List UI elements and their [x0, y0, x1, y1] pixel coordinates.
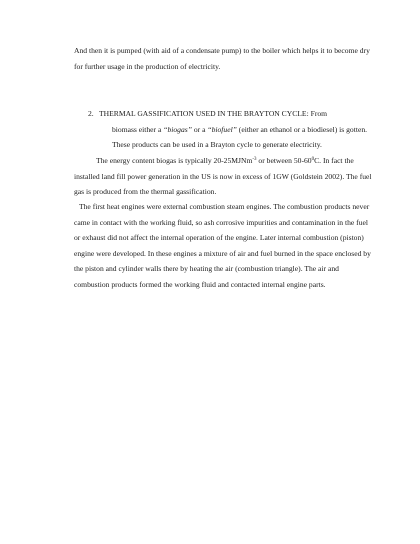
- section-heading: THERMAL GASSIFICATION USED IN THE BRAYTON CYCLE:: [99, 109, 309, 118]
- list-number: 2.: [88, 109, 94, 118]
- term-biogas: “biogas”: [163, 124, 192, 134]
- energy-sup-degree: 0: [311, 157, 315, 162]
- energy-text-part2: or between 50-60: [256, 156, 312, 165]
- term-biofuel: “biofuel”: [207, 124, 237, 134]
- energy-text-part1: The energy content biogas is typically 20-25MJNm: [96, 156, 253, 165]
- section-body: [99, 106, 374, 153]
- energy-sup-exponent: -3: [252, 157, 257, 162]
- section-lead-text: From: [310, 109, 328, 118]
- section-text-part2: or a: [191, 124, 208, 134]
- section-text-part3: (either an ethanol or a biodiesel) is gotten. These products can be used in a Brayton cycle to generate electricity.: [112, 124, 368, 149]
- energy-text-part3: C. In fact the installed land fill power generation in the US is now in excess of 1GW (Goldstein 2002). The fuel gas is produced from the thermal gassification.: [74, 156, 372, 196]
- section-text-part1: biomass either a: [112, 124, 164, 134]
- section-first-line: [99, 106, 374, 122]
- section-list-item: [88, 106, 374, 153]
- energy-paragraph: [74, 153, 374, 200]
- intro-paragraph: And then it is pumped (with aid of a condensate pump) to the boiler which helps it to become dry for further usage in the production of electricity.: [74, 46, 370, 71]
- engines-paragraph: The first heat engines were external combustion steam engines. The combustion products never came in contact with the working fluid, so ash corrosive impurities and contamination in the fuel or exhaust did not affect the internal operation of the engine. Later internal combustion (piston) engine were developed. In these engines a mixture of air and fuel burned in the space enclosed by the piston and cylinder walls there by heating the air (combustion triangle). The air and combustion products formed the working fluid and contacted internal engine parts.: [74, 202, 371, 289]
- section-text: [99, 122, 374, 153]
